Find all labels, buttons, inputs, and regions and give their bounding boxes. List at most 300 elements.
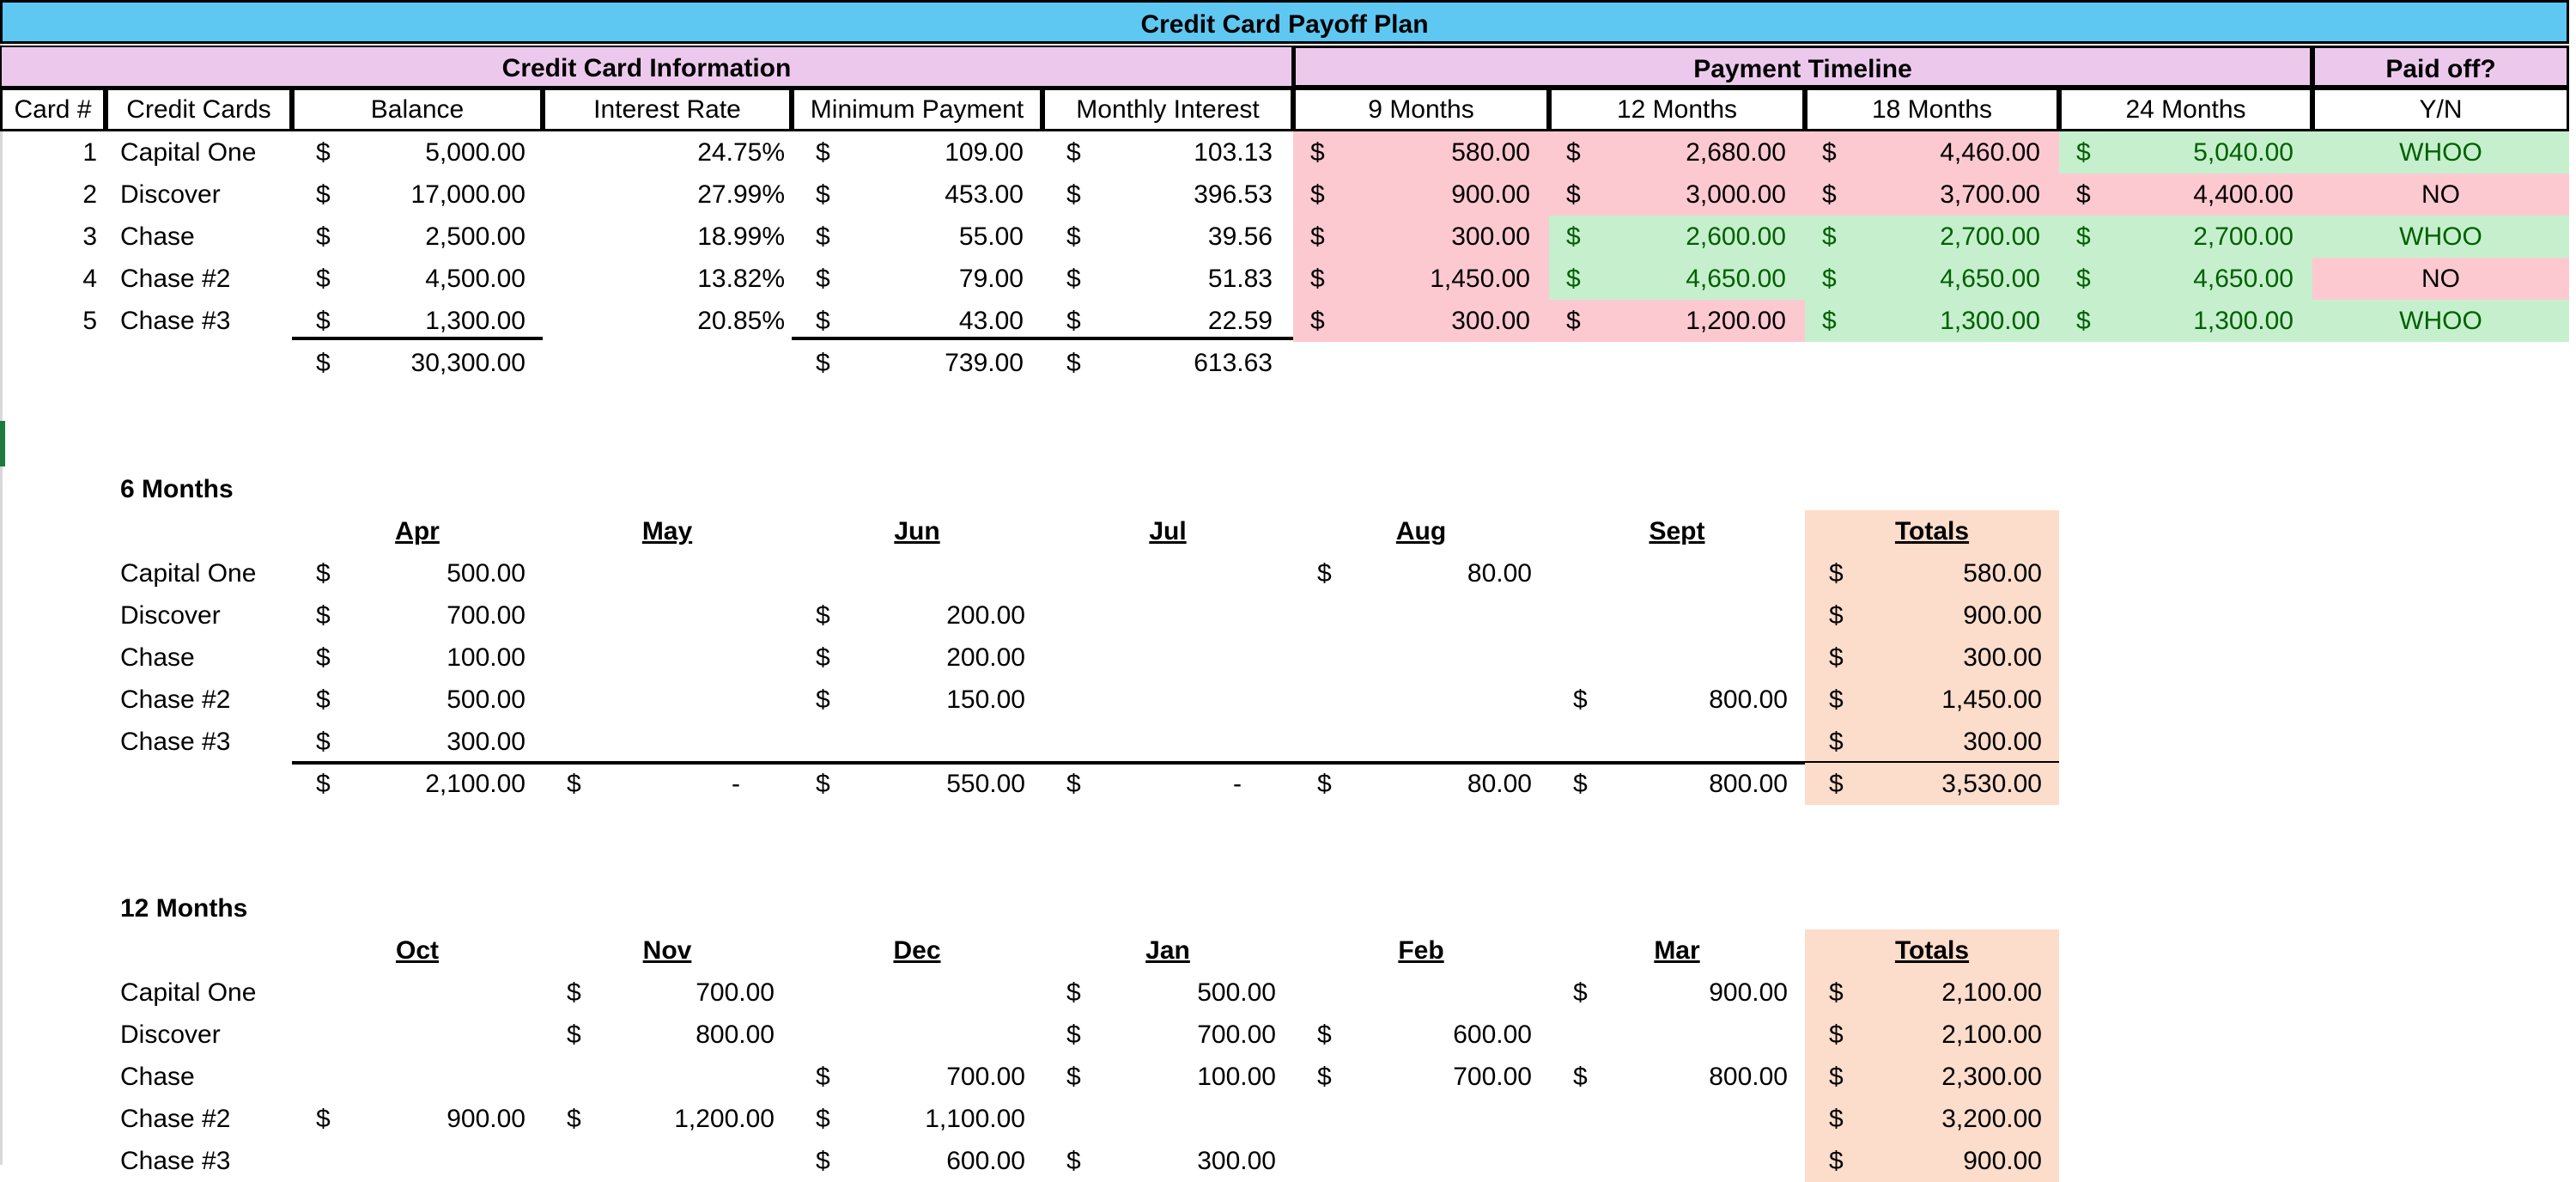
- section-title[interactable]: 6 Months: [120, 475, 234, 503]
- plan-cell[interactable]: [792, 1098, 1042, 1140]
- currency-symbol: $: [816, 349, 830, 377]
- currency-symbol: $: [1066, 1063, 1081, 1091]
- timeline-amount: 1,300.00: [2193, 307, 2293, 335]
- plan-amount: 700.00: [1453, 1063, 1532, 1091]
- plan-cell[interactable]: [543, 594, 792, 637]
- plan-amount: 100.00: [1197, 1063, 1276, 1091]
- currency-symbol: $: [816, 265, 830, 293]
- column-header[interactable]: 12 Months: [1549, 88, 1805, 131]
- currency-symbol: $: [567, 770, 581, 798]
- plan-total-cell[interactable]: [1549, 763, 1805, 805]
- timeline-amount: 4,650.00: [2193, 265, 2293, 293]
- plan-cell[interactable]: [1042, 637, 1293, 679]
- currency-symbol: $: [1822, 265, 1837, 293]
- plan-cell[interactable]: [1805, 1014, 2059, 1056]
- timeline-amount: 900.00: [1451, 180, 1530, 209]
- plan-total-cell[interactable]: [1293, 763, 1549, 805]
- currency-symbol: $: [1566, 180, 1581, 209]
- plan-amount: 1,450.00: [1941, 685, 2042, 714]
- plan-cell[interactable]: [1042, 972, 1293, 1014]
- paid-off-status[interactable]: WHOO: [2312, 300, 2569, 342]
- plan-amount: 800.00: [1709, 1063, 1788, 1091]
- plan-cell[interactable]: [1293, 594, 1549, 637]
- timeline-cell-m24[interactable]: [2059, 300, 2312, 342]
- currency-symbol: $: [1310, 307, 1325, 335]
- card-monthly-interest[interactable]: 39.56: [1207, 222, 1273, 251]
- row-selection-marker: [0, 421, 5, 466]
- plan-amount: 900.00: [1963, 601, 2042, 630]
- plan-cell[interactable]: [1549, 679, 1805, 721]
- card-number[interactable]: 4: [82, 265, 97, 293]
- plan-cell[interactable]: [1805, 594, 2059, 637]
- currency-symbol: $: [316, 1105, 331, 1133]
- plan-cell[interactable]: [543, 1014, 792, 1056]
- plan-card-name[interactable]: Discover: [120, 1021, 221, 1049]
- total-balance[interactable]: 30,300.00: [410, 349, 526, 377]
- column-header[interactable]: Minimum Payment: [792, 88, 1042, 131]
- plan-cell[interactable]: [543, 1056, 792, 1098]
- currency-symbol: $: [816, 770, 830, 798]
- plan-cell[interactable]: [543, 679, 792, 721]
- plan-cell[interactable]: [543, 552, 792, 594]
- timeline-amount: 4,650.00: [1940, 265, 2040, 293]
- plan-amount: 600.00: [946, 1147, 1025, 1175]
- currency-symbol: $: [1310, 180, 1325, 209]
- plan-cell[interactable]: [1293, 1056, 1549, 1098]
- plan-amount: 2,100.00: [1941, 1021, 2042, 1049]
- plan-cell[interactable]: [543, 1140, 792, 1182]
- month-header[interactable]: Feb: [1398, 936, 1444, 965]
- currency-symbol: $: [567, 978, 581, 1007]
- currency-symbol: $: [1066, 770, 1081, 798]
- plan-cell[interactable]: [792, 1056, 1042, 1098]
- timeline-amount: 4,650.00: [1686, 265, 1786, 293]
- plan-cell[interactable]: [1293, 972, 1549, 1014]
- plan-total-amount: -: [1233, 770, 1242, 798]
- currency-symbol: $: [1829, 1063, 1844, 1091]
- plan-amount: 700.00: [946, 1063, 1025, 1091]
- plan-cell[interactable]: [1549, 721, 1805, 763]
- card-interest-rate[interactable]: 24.75%: [697, 138, 785, 167]
- currency-symbol: $: [1822, 138, 1837, 167]
- band-payment-timeline[interactable]: Payment Timeline: [1293, 46, 2312, 88]
- currency-symbol: $: [316, 685, 331, 714]
- plan-card-name[interactable]: Chase: [120, 1063, 195, 1091]
- timeline-amount: 2,700.00: [2193, 222, 2293, 251]
- card-balance[interactable]: 1,300.00: [425, 307, 526, 335]
- plan-amount: 3,200.00: [1941, 1105, 2042, 1133]
- currency-symbol: $: [1573, 978, 1588, 1007]
- currency-symbol: $: [1317, 1021, 1332, 1049]
- card-interest-rate[interactable]: 20.85%: [697, 307, 785, 335]
- currency-symbol: $: [1573, 1063, 1588, 1091]
- timeline-cell-m9[interactable]: [1293, 131, 1549, 174]
- currency-symbol: $: [1066, 1147, 1081, 1175]
- plan-cell[interactable]: [1805, 552, 2059, 594]
- plan-card-name[interactable]: Chase #2: [120, 1105, 231, 1133]
- plan-cell[interactable]: [1549, 552, 1805, 594]
- plan-total-amount: 2,100.00: [425, 770, 526, 798]
- plan-amount: 200.00: [946, 643, 1025, 672]
- currency-symbol: $: [816, 222, 830, 251]
- plan-amount: 800.00: [696, 1021, 775, 1049]
- plan-amount: 600.00: [1453, 1021, 1532, 1049]
- month-header[interactable]: Dec: [893, 936, 941, 965]
- section-title[interactable]: 12 Months: [120, 894, 248, 923]
- card-interest-rate[interactable]: 27.99%: [697, 180, 785, 209]
- currency-symbol: $: [1566, 138, 1581, 167]
- currency-symbol: $: [1566, 307, 1581, 335]
- plan-cell[interactable]: [292, 1014, 543, 1056]
- plan-amount: 300.00: [1963, 728, 2042, 756]
- timeline-cell-m12[interactable]: [1549, 174, 1805, 216]
- plan-cell[interactable]: [792, 972, 1042, 1014]
- plan-cell[interactable]: [1805, 679, 2059, 721]
- timeline-cell-m9[interactable]: [1293, 258, 1549, 300]
- plan-total-amount: 550.00: [946, 770, 1025, 798]
- timeline-amount: 300.00: [1451, 307, 1530, 335]
- currency-symbol: $: [316, 728, 331, 756]
- plan-amount: 300.00: [447, 728, 526, 756]
- plan-total-cell[interactable]: [792, 763, 1042, 805]
- timeline-cell-m9[interactable]: [1293, 174, 1549, 216]
- total-monthly-interest[interactable]: 613.63: [1194, 349, 1273, 377]
- plan-total-cell[interactable]: [543, 763, 792, 805]
- column-header[interactable]: Balance: [292, 88, 543, 131]
- plan-total-cell[interactable]: [292, 763, 543, 805]
- plan-amount: 100.00: [447, 643, 526, 672]
- plan-cell[interactable]: [1549, 1056, 1805, 1098]
- payment-total-border: [792, 337, 1293, 340]
- currency-symbol: $: [567, 1105, 581, 1133]
- plan-cell[interactable]: [1293, 552, 1549, 594]
- column-header[interactable]: Interest Rate: [543, 88, 792, 131]
- plan-cell[interactable]: [1042, 552, 1293, 594]
- timeline-cell-m18[interactable]: [1805, 131, 2059, 174]
- plan-cell[interactable]: [1042, 1056, 1293, 1098]
- plan-total-amount: -: [732, 770, 740, 798]
- plan-cell[interactable]: [792, 594, 1042, 637]
- plan-cell[interactable]: [1042, 1014, 1293, 1056]
- plan-total-cell[interactable]: [1805, 763, 2059, 805]
- plan-cell[interactable]: [1293, 1098, 1549, 1140]
- card-monthly-interest[interactable]: 51.83: [1207, 265, 1273, 293]
- timeline-cell-m12[interactable]: [1549, 216, 1805, 258]
- plan-cell[interactable]: [792, 637, 1042, 679]
- month-header[interactable]: May: [641, 517, 693, 545]
- currency-symbol: $: [2076, 265, 2091, 293]
- month-header[interactable]: Aug: [1395, 517, 1447, 545]
- currency-symbol: $: [1317, 559, 1332, 588]
- plan-cell[interactable]: [1549, 594, 1805, 637]
- currency-symbol: $: [1829, 770, 1844, 798]
- currency-symbol: $: [1066, 265, 1081, 293]
- plan-amount: 2,300.00: [1941, 1063, 2042, 1091]
- currency-symbol: $: [816, 138, 830, 167]
- plan-amount: 580.00: [1963, 559, 2042, 588]
- plan-cell[interactable]: [792, 1140, 1042, 1182]
- plan-cell[interactable]: [1042, 594, 1293, 637]
- currency-symbol: $: [1310, 138, 1325, 167]
- plan-cell[interactable]: [1293, 1014, 1549, 1056]
- currency-symbol: $: [1829, 1105, 1844, 1133]
- currency-symbol: $: [316, 138, 331, 167]
- month-header[interactable]: Jun: [894, 517, 940, 545]
- timeline-amount: 580.00: [1451, 138, 1530, 167]
- timeline-amount: 5,040.00: [2193, 138, 2293, 167]
- plan-amount: 300.00: [1963, 643, 2042, 672]
- currency-symbol: $: [1829, 559, 1844, 588]
- card-name[interactable]: Chase #3: [120, 307, 231, 335]
- plan-cell[interactable]: [292, 972, 543, 1014]
- plan-amount: 1,200.00: [674, 1105, 775, 1133]
- currency-symbol: $: [1066, 978, 1081, 1007]
- timeline-amount: 3,000.00: [1686, 180, 1786, 209]
- plan-cell[interactable]: [543, 972, 792, 1014]
- plan-cell[interactable]: [292, 1056, 543, 1098]
- plan-cell[interactable]: [1549, 637, 1805, 679]
- column-header[interactable]: 9 Months: [1293, 88, 1549, 131]
- timeline-cell-m18[interactable]: [1805, 216, 2059, 258]
- column-header[interactable]: 24 Months: [2059, 88, 2312, 131]
- paid-off-status[interactable]: WHOO: [2312, 216, 2569, 258]
- plan-amount: 200.00: [946, 601, 1025, 630]
- currency-symbol: $: [1822, 180, 1837, 209]
- plan-amount: 500.00: [1197, 978, 1276, 1007]
- card-balance[interactable]: 17,000.00: [410, 180, 526, 209]
- month-header[interactable]: Sept: [1649, 517, 1705, 545]
- currency-symbol: $: [316, 601, 331, 630]
- plan-cell[interactable]: [1042, 1098, 1293, 1140]
- plan-cell[interactable]: [292, 594, 543, 637]
- plan-card-name[interactable]: Chase #3: [120, 728, 231, 756]
- month-header[interactable]: Mar: [1654, 936, 1700, 965]
- currency-symbol: $: [1066, 138, 1081, 167]
- plan-cell[interactable]: [543, 637, 792, 679]
- card-minimum-payment[interactable]: 79.00: [958, 265, 1024, 293]
- currency-symbol: $: [1066, 349, 1081, 377]
- currency-symbol: $: [1829, 601, 1844, 630]
- card-minimum-payment[interactable]: 55.00: [958, 222, 1024, 251]
- currency-symbol: $: [567, 1021, 581, 1049]
- plan-amount: 1,100.00: [925, 1105, 1025, 1133]
- column-header[interactable]: Credit Cards: [106, 88, 292, 131]
- plan-cell[interactable]: [792, 552, 1042, 594]
- currency-symbol: $: [1566, 265, 1581, 293]
- currency-symbol: $: [1822, 307, 1837, 335]
- plan-amount: 500.00: [447, 559, 526, 588]
- currency-symbol: $: [1829, 643, 1844, 672]
- plan-cell[interactable]: [1042, 1140, 1293, 1182]
- plan-cell[interactable]: [1805, 1098, 2059, 1140]
- plan-card-name[interactable]: Capital One: [120, 978, 257, 1007]
- column-header[interactable]: Card #: [0, 88, 106, 131]
- card-name[interactable]: Chase: [120, 222, 195, 251]
- currency-symbol: $: [1317, 770, 1332, 798]
- currency-symbol: $: [1317, 1063, 1332, 1091]
- currency-symbol: $: [1829, 978, 1844, 1007]
- month-header[interactable]: Oct: [395, 936, 439, 965]
- timeline-cell-m9[interactable]: [1293, 300, 1549, 342]
- currency-symbol: $: [816, 180, 830, 209]
- currency-symbol: $: [2076, 138, 2091, 167]
- timeline-amount: 4,460.00: [1940, 138, 2040, 167]
- currency-symbol: $: [2076, 222, 2091, 251]
- currency-symbol: $: [316, 559, 331, 588]
- currency-symbol: $: [1829, 1147, 1844, 1175]
- plan-cell[interactable]: [292, 721, 543, 763]
- card-number[interactable]: 2: [82, 180, 97, 209]
- timeline-amount: 4,400.00: [2193, 180, 2293, 209]
- plan-cell[interactable]: [1805, 1056, 2059, 1098]
- currency-symbol: $: [316, 307, 331, 335]
- card-number[interactable]: 5: [82, 307, 97, 335]
- timeline-cell-m12[interactable]: [1549, 300, 1805, 342]
- card-balance[interactable]: 5,000.00: [425, 138, 526, 167]
- paid-off-status[interactable]: NO: [2312, 174, 2569, 216]
- month-header[interactable]: Totals: [1805, 929, 2059, 972]
- timeline-amount: 1,450.00: [1430, 265, 1530, 293]
- plan-cell[interactable]: [1549, 972, 1805, 1014]
- currency-symbol: $: [316, 180, 331, 209]
- plan-amount: 900.00: [1709, 978, 1788, 1007]
- currency-symbol: $: [1566, 222, 1581, 251]
- plan-card-name[interactable]: Discover: [120, 601, 221, 630]
- currency-symbol: $: [1829, 685, 1844, 714]
- plan-amount: 150.00: [946, 685, 1025, 714]
- plan-cell[interactable]: [1042, 679, 1293, 721]
- plan-amount: 700.00: [696, 978, 775, 1007]
- timeline-amount: 1,300.00: [1940, 307, 2040, 335]
- plan-cell[interactable]: [1293, 679, 1549, 721]
- timeline-cell-m18[interactable]: [1805, 300, 2059, 342]
- column-header[interactable]: Y/N: [2312, 88, 2569, 131]
- card-monthly-interest[interactable]: 22.59: [1207, 307, 1273, 335]
- card-monthly-interest[interactable]: 103.13: [1194, 138, 1273, 167]
- band-paid-off[interactable]: Paid off?: [2312, 46, 2569, 88]
- month-header[interactable]: Nov: [642, 936, 692, 965]
- currency-symbol: $: [316, 222, 331, 251]
- timeline-amount: 3,700.00: [1940, 180, 2040, 209]
- card-name[interactable]: Discover: [120, 180, 221, 209]
- timeline-cell-m12[interactable]: [1549, 258, 1805, 300]
- plan-total-amount: 800.00: [1709, 770, 1788, 798]
- card-number[interactable]: 3: [82, 222, 97, 251]
- currency-symbol: $: [816, 601, 830, 630]
- timeline-cell-m12[interactable]: [1549, 131, 1805, 174]
- plan-cell[interactable]: [292, 552, 543, 594]
- timeline-amount: 1,200.00: [1686, 307, 1786, 335]
- plan-card-name[interactable]: Chase: [120, 643, 195, 672]
- card-name[interactable]: Chase #2: [120, 265, 231, 293]
- plan-card-name[interactable]: Chase #3: [120, 1147, 231, 1175]
- timeline-cell-m24[interactable]: [2059, 131, 2312, 174]
- plan-cell[interactable]: [292, 679, 543, 721]
- plan-cell[interactable]: [543, 1098, 792, 1140]
- plan-cell[interactable]: [292, 1140, 543, 1182]
- band-credit-card-info[interactable]: Credit Card Information: [0, 46, 1293, 88]
- plan-amount: 900.00: [1963, 1147, 2042, 1175]
- month-header[interactable]: Jan: [1145, 936, 1190, 965]
- plan-cell[interactable]: [1805, 637, 2059, 679]
- column-header[interactable]: 18 Months: [1805, 88, 2059, 131]
- card-interest-rate[interactable]: 18.99%: [697, 222, 785, 251]
- plan-card-name[interactable]: Capital One: [120, 559, 257, 588]
- timeline-cell-m24[interactable]: [2059, 258, 2312, 300]
- total-minimum-payment[interactable]: 739.00: [945, 349, 1024, 377]
- currency-symbol: $: [1573, 770, 1588, 798]
- month-header[interactable]: Apr: [395, 517, 440, 545]
- plan-total-amount: 80.00: [1467, 770, 1532, 798]
- balance-total-border: [292, 337, 543, 340]
- plan-cell[interactable]: [543, 721, 792, 763]
- column-header[interactable]: Monthly Interest: [1042, 88, 1293, 131]
- plan-cell[interactable]: [1042, 721, 1293, 763]
- plan-cell[interactable]: [792, 679, 1042, 721]
- month-header[interactable]: Totals: [1805, 510, 2059, 552]
- card-name[interactable]: Capital One: [120, 138, 257, 167]
- card-balance[interactable]: 2,500.00: [425, 222, 526, 251]
- month-header[interactable]: Jul: [1149, 517, 1187, 545]
- plan-cell[interactable]: [1549, 1140, 1805, 1182]
- currency-symbol: $: [1310, 265, 1325, 293]
- currency-symbol: $: [816, 1105, 830, 1133]
- timeline-cell-m9[interactable]: [1293, 216, 1549, 258]
- plan-cell[interactable]: [792, 1014, 1042, 1056]
- currency-symbol: $: [1066, 222, 1081, 251]
- plan-amount: 80.00: [1467, 559, 1532, 588]
- plan-cell[interactable]: [792, 721, 1042, 763]
- plan-cell[interactable]: [1293, 1140, 1549, 1182]
- plan-cell[interactable]: [292, 637, 543, 679]
- currency-symbol: $: [316, 265, 331, 293]
- currency-symbol: $: [816, 1063, 830, 1091]
- plan-cell[interactable]: [292, 1098, 543, 1140]
- plan-cell[interactable]: [1293, 721, 1549, 763]
- timeline-cell-m24[interactable]: [2059, 216, 2312, 258]
- currency-symbol: $: [816, 685, 830, 714]
- plan-cell[interactable]: [1293, 637, 1549, 679]
- card-minimum-payment[interactable]: 43.00: [958, 307, 1024, 335]
- timeline-cell-m18[interactable]: [1805, 174, 2059, 216]
- card-monthly-interest[interactable]: 396.53: [1194, 180, 1273, 209]
- currency-symbol: $: [316, 770, 331, 798]
- paid-off-status[interactable]: NO: [2312, 258, 2569, 300]
- plan-total-cell[interactable]: [1042, 763, 1293, 805]
- card-number[interactable]: 1: [82, 138, 97, 167]
- plan-amount: 800.00: [1709, 685, 1788, 714]
- plan-cell[interactable]: [1805, 1140, 2059, 1182]
- card-minimum-payment[interactable]: 109.00: [945, 138, 1024, 167]
- currency-symbol: $: [1829, 1021, 1844, 1049]
- paid-off-status[interactable]: WHOO: [2312, 131, 2569, 174]
- plan-cell[interactable]: [1805, 972, 2059, 1014]
- sheet-title[interactable]: Credit Card Payoff Plan: [0, 0, 2569, 44]
- card-minimum-payment[interactable]: 453.00: [945, 180, 1024, 209]
- timeline-cell-m24[interactable]: [2059, 174, 2312, 216]
- plan-cell[interactable]: [1549, 1014, 1805, 1056]
- currency-symbol: $: [1829, 728, 1844, 756]
- timeline-cell-m18[interactable]: [1805, 258, 2059, 300]
- plan-cell[interactable]: [1549, 1098, 1805, 1140]
- card-interest-rate[interactable]: 13.82%: [697, 265, 785, 293]
- plan-cell[interactable]: [1805, 721, 2059, 763]
- currency-symbol: $: [1066, 180, 1081, 209]
- currency-symbol: $: [816, 643, 830, 672]
- plan-amount: 700.00: [1197, 1021, 1276, 1049]
- card-balance[interactable]: 4,500.00: [425, 265, 526, 293]
- plan-card-name[interactable]: Chase #2: [120, 685, 231, 714]
